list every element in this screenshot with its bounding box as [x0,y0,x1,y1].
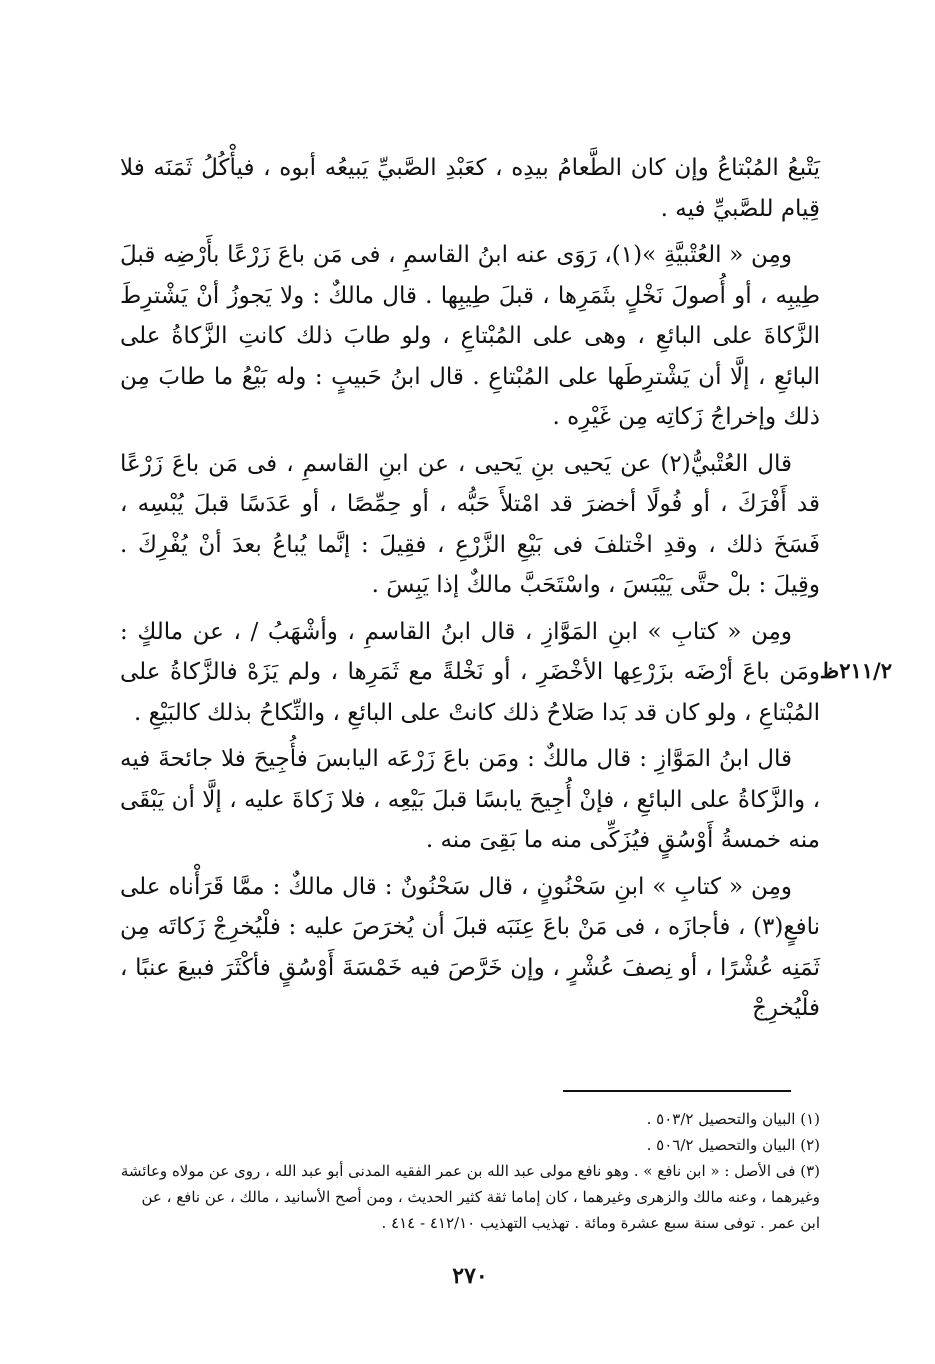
paragraph-6: ومِن « كتابِ » ابنِ سَحْنُونٍ ، قال سَحْنُونٌ : قال مالكٌ : ممَّا قَرَأْناه على نافعٍ(٣) ، فأجازَه ، فى مَنْ باعَ عِنَبَه قبلَ أن يُخرَصَ عليه : فلْيُخرِجْ زَكاتَه مِن ثَمَنِه عُشْرًا ، أو نِصفَ عُشْرٍ ، وإن خَرَّصَ فيه خَمْسَةَ أَوْسُقٍ فأكْثَرَ فبيعَ عنبًا ، فلْيُخرِجْ [120,873,820,1021]
paragraph-1: يَتْبعُ المُبْتاعُ وإن كان الطَّعامُ بيدِه ، كعَبْدِ الصَّبيِّ يَبيعُه أبوه ، فيأْكُلُ ثَمَنَه فلا قِيام للصَّبيِّ فيه . [120,155,820,222]
paragraph-3: قال العُتْبيُّ(٢) عن يَحيى بنِ يَحيى ، عن ابنِ القاسمِ ، فى مَن باعَ زَرْعًا قد أَفْرَكَ ، أو فُولًا أخضرَ قد امْتلأَ حَبُّه ، أو حِمِّصًا ، أو عَدَسًا قبلَ يُبْسِه ، فَسَخَ ذلك ، وقدِ اخْتلفَ فى بَيْعِ الزَّرْعِ ، فقِيلَ : إنَّما يُباعُ بعدَ أنْ يُفْرِكَ . وقِيلَ : بلْ حتَّى يَيْبَسَ ، واسْتَحَبَّ مالكٌ إذا يَبِسَ . [120,450,820,598]
footnote-3: (٣) فى الأصل : « ابن نافع » . وهو نافع مولى عبد الله بن عمر الفقيه المدنى أبو عبد الله ، روى عن مولاه وعائشة وغيرهما ، وعنه مالك والزهرى وغيرهما ، كان إماما ثقة كثير الحديث ، ومن أصح الأسانيد ، مالك ، عن نافع ، عن ابن عمر . توفى سنة سبع عشرة ومائة . تهذيب التهذيب ٤١٢/١٠ - ٤١٤ . [120,1162,820,1232]
footnote-2: (٢) البيان والتحصيل ٥٠٦/٢ . [646,1136,820,1154]
manuscript-folio-reference: ٢١١/٢ظ [819,658,892,683]
paragraph-4: ومِن « كتابِ » ابنِ المَوَّازِ ، قال ابنُ القاسمِ ، وأشْهَبُ / ، عن مالكٍ : ومَن باعَ أرْضَه بزَرْعِها الأخْضَرِ ، أو نَخْلةً مع ثَمَرِها ، ولم يَزَهْ فالزَّكاةُ على المُبْتاعِ ، ولو كان قد بَدا صَلاحُ ذلك كانتْ على البائعِ ، والنِّكاحُ بذلك كالبَيْعِ . [120,618,820,726]
page-number: ٢٧٠ [452,1263,488,1289]
paragraph-2: ومِن « العُتْبيَّةِ »(١)، رَوَى عنه ابنُ القاسمِ ، فى مَن باعَ زَرْعًا بأَرْضِه قبلَ طِيبِه ، أو أُصولَ نَخْلٍ بثَمَرِها ، قبلَ طِيبِها . قال مالكٌ : ولا يَجوزُ أنْ يَشْترِطَ الزَّكاةَ على البائعِ ، وهى على المُبْتاعِ ، ولو طابَ ذلك كانتِ الزَّكاةُ على البائعِ ، إلَّا أن يَشْترِطَها على المُبْتاعِ . قال ابنُ حَبيبٍ : وله بَيْعُ ما طابَ مِن ذلك وإخراجُ زَكاتِه مِن غَيْرِه . [120,242,820,430]
footnote-1: (١) البيان والتحصيل ٥٠٣/٢ . [646,1110,820,1128]
paragraph-5: قال ابنُ المَوَّازِ : قال مالكٌ : ومَن باعَ زَرْعَه اليابسَ فأُجِيحَ فلا جائحةَ فيه ، والزَّكاةُ على البائعِ ، فإنْ أُجِيحَ يابسًا قبلَ بَيْعِه ، فلا زَكاةَ عليه ، إلَّا أن يَبْقَى منه خمسةُ أَوْسُقٍ فيُزَكِّى منه ما بَقِىَ منه . [120,746,820,853]
footnote-separator [563,1090,791,1092]
footnotes [120,1106,820,1236]
main-text [120,148,820,1035]
